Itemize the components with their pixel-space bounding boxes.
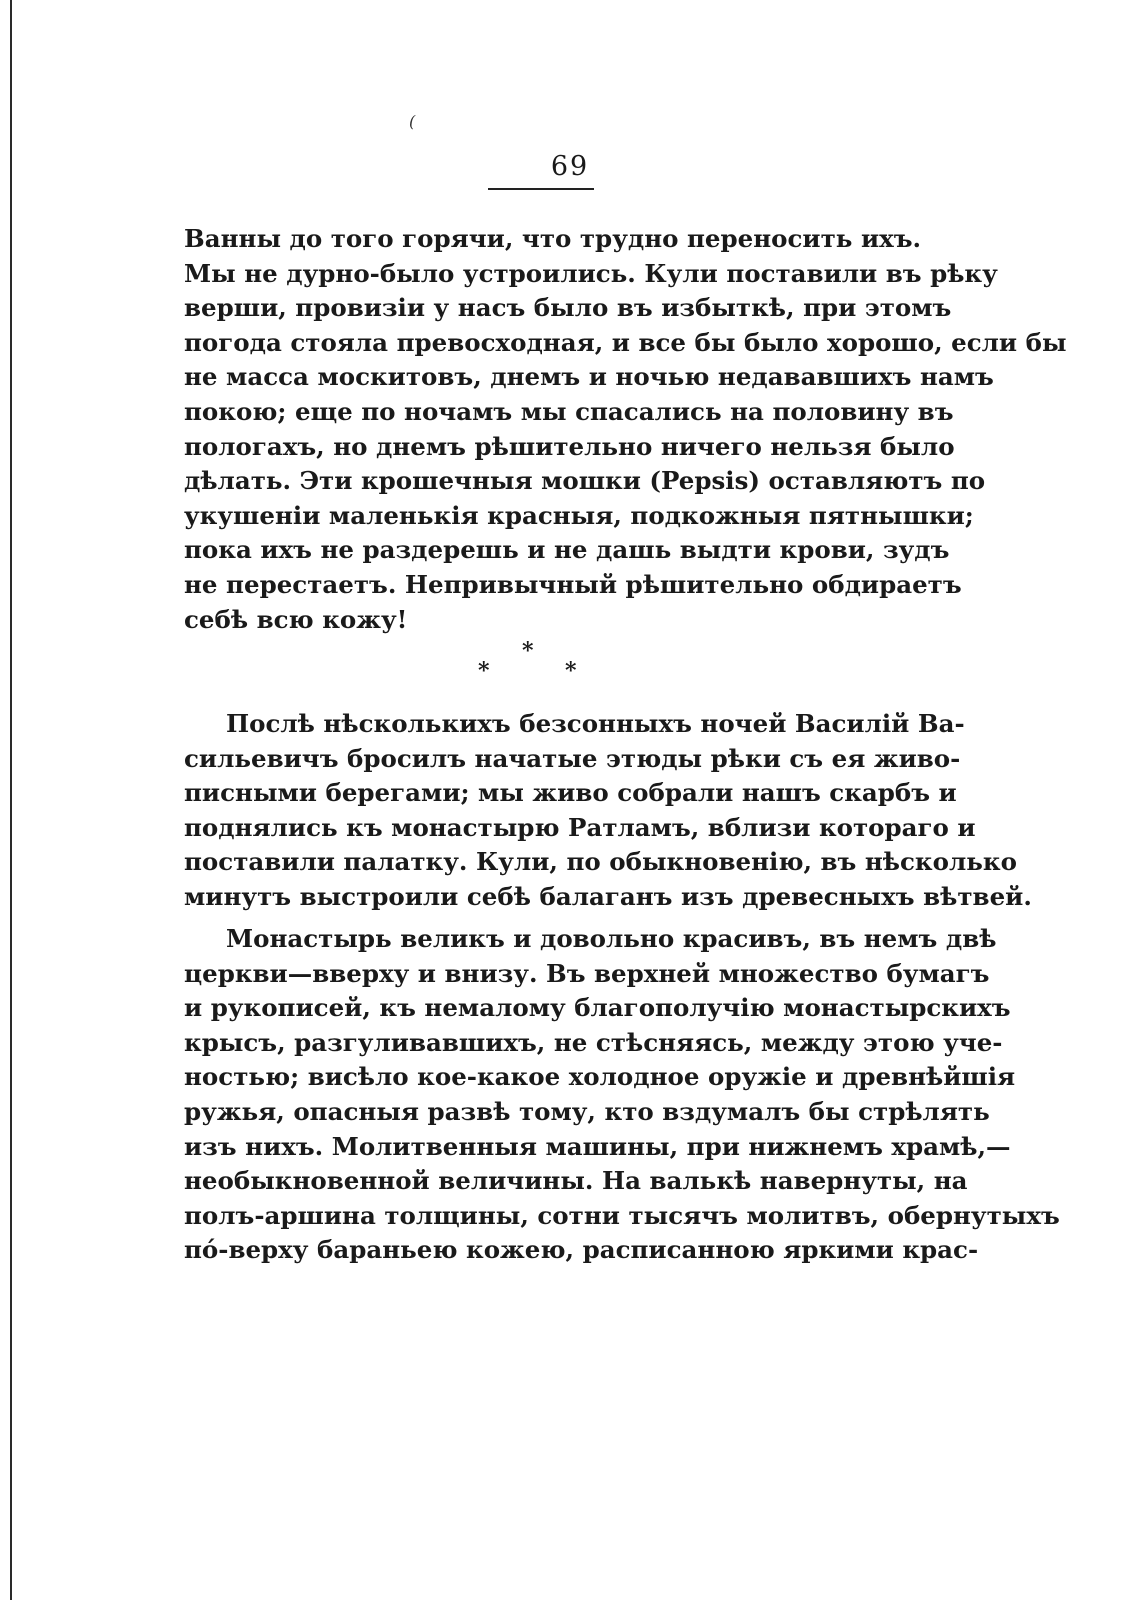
text-line: Послѣ нѣсколькихъ безсонныхъ ночей Василій Ва- — [226, 709, 965, 738]
paragraph-monastery-description — [184, 922, 1060, 1268]
paragraph-move-to-monastery — [184, 707, 1032, 915]
paragraph-bath-and-mosquitoes — [184, 222, 1067, 637]
text-line: необыкновенной величины. На валькѣ навернуты, на — [184, 1166, 968, 1196]
text-line: пока ихъ не раздерешь и не дашь выдти крови, зудъ — [184, 535, 950, 565]
text-line: церкви—вверху и внизу. Въ верхней множество бумагъ — [184, 958, 990, 988]
text-line: дѣлать. Эти крошечныя мошки (Pepsis) оставляютъ по — [184, 466, 986, 496]
text-line: себѣ всю кожу! — [184, 604, 408, 634]
text-line: ружья, опасныя развѣ тому, кто вздумалъ бы стрѣлять — [184, 1096, 990, 1126]
text-line: сильевичъ бросилъ начатые этюды рѣки съ ея живо- — [184, 743, 961, 773]
text-line: не перестаетъ. Непривычный рѣшительно обдираетъ — [184, 569, 962, 599]
separator-star: * — [565, 658, 577, 684]
text-line: пологахъ, но днемъ рѣшительно ничего нельзя было — [184, 431, 955, 461]
text-line: и рукописей, къ немалому благополучію монастырскихъ — [184, 993, 1011, 1023]
separator-star: * — [522, 638, 534, 664]
stray-ink-mark: ( — [409, 112, 416, 131]
page-header — [0, 150, 1140, 184]
text-line: по́-верху бараньею кожею, расписанною яркими крас- — [184, 1235, 979, 1265]
page-number: 69 — [550, 151, 590, 182]
text-line: Мы не дурно-было устроились. Кули поставили въ рѣку — [184, 258, 998, 288]
text-line: погода стояла превосходная, и все бы было хорошо, если бы — [184, 327, 1067, 357]
section-separator — [0, 640, 1140, 690]
separator-star: * — [478, 658, 490, 684]
text-line: поднялись къ монастырю Ратламъ, вблизи котораго и — [184, 812, 976, 842]
text-line: ностью; висѣло кое-какое холодное оружіе и древнѣйшія — [184, 1062, 1016, 1092]
text-line: покою; еще по ночамъ мы спасались на половину въ — [184, 396, 954, 426]
text-line: писными берегами; мы живо собрали нашъ скарбъ и — [184, 778, 957, 808]
text-line: Монастырь великъ и довольно красивъ, въ немъ двѣ — [226, 924, 997, 953]
text-line: укушеніи маленькія красныя, подкожныя пятнышки; — [184, 500, 974, 530]
text-line: не масса москитовъ, днемъ и ночью недававшихъ намъ — [184, 362, 994, 392]
text-line: поставили палатку. Кули, по обыкновенію, въ нѣсколько — [184, 847, 1017, 877]
text-line: Ванны до того горячи, что трудно переносить ихъ. — [184, 224, 922, 253]
text-line: крысъ, разгуливавшихъ, не стѣсняясь, между этою уче- — [184, 1027, 1003, 1057]
text-line: верши, провизіи у насъ было въ избыткѣ, при этомъ — [184, 293, 952, 323]
text-line: изъ нихъ. Молитвенныя машины, при нижнемъ храмѣ,— — [184, 1131, 1011, 1161]
header-rule — [488, 188, 594, 190]
text-line: полъ-аршина толщины, сотни тысячъ молитвъ, обернутыхъ — [184, 1200, 1060, 1230]
page-binding-edge — [10, 0, 12, 1600]
text-line: минутъ выстроили себѣ балаганъ изъ древесныхъ вѣтвей. — [184, 881, 1032, 911]
